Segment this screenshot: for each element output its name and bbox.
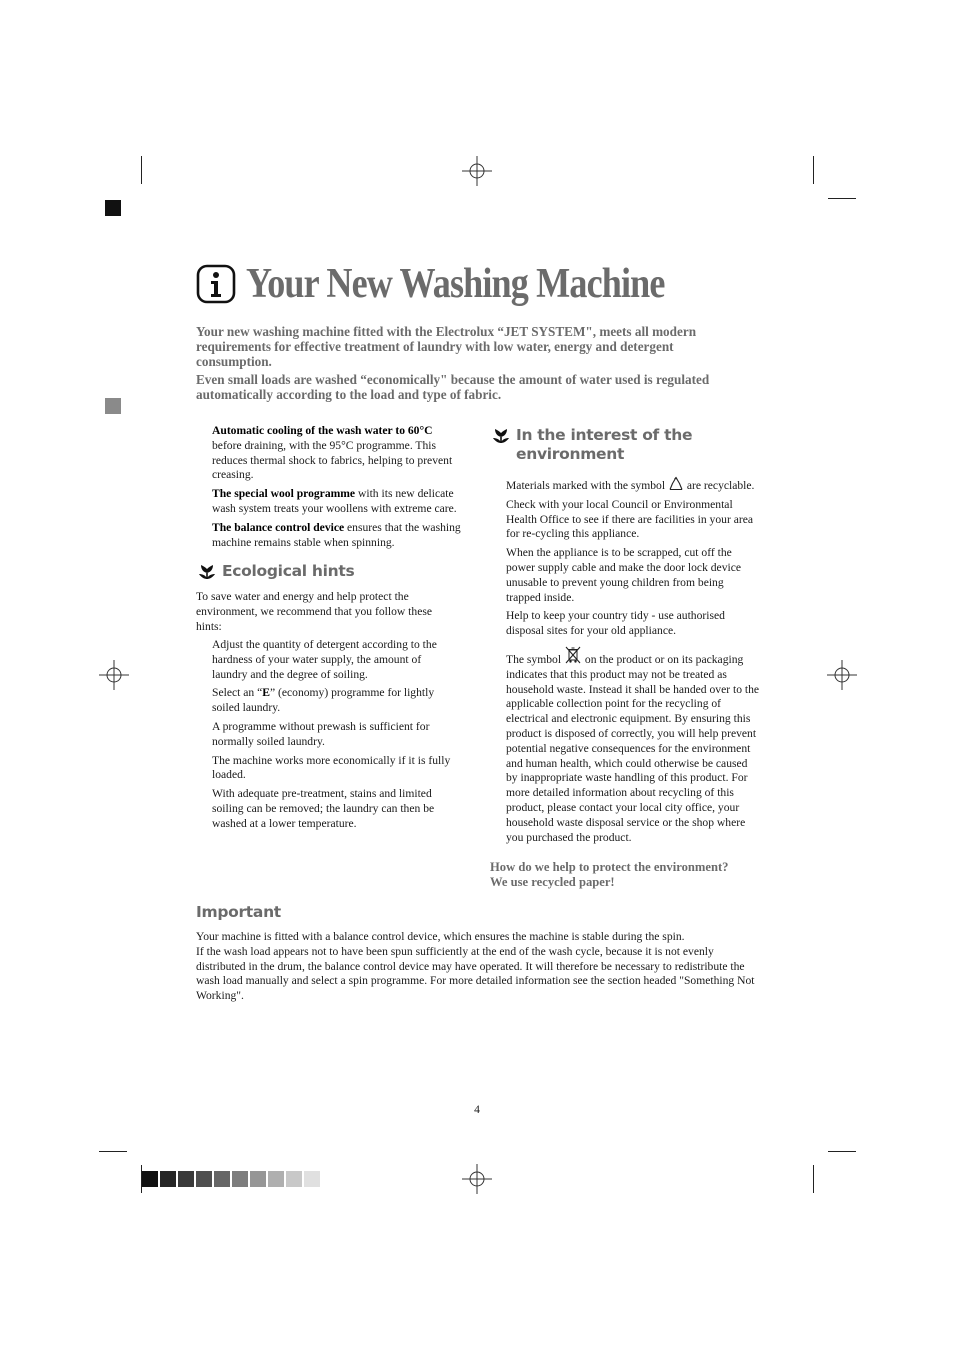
registration-mark-icon [462, 156, 492, 186]
color-swatch [160, 1171, 176, 1187]
crop-mark [828, 1151, 856, 1152]
color-swatch [250, 1171, 266, 1187]
registration-mark-icon [99, 660, 129, 690]
paragraph: When the appliance is to be scrapped, cut off the power supply cable and make the door lock device unusable to prevent young children from being trapped inside. [506, 546, 742, 604]
page-number: 4 [474, 1103, 480, 1116]
section-title-line: In the interest of the [516, 426, 693, 444]
hint-emphasis: E [262, 686, 270, 700]
paragraph-text: are recyclable. [686, 479, 755, 492]
section-title [516, 426, 692, 464]
flower-icon [491, 426, 511, 446]
feature-item [212, 487, 464, 517]
list-item: The machine works more economically if it is fully loaded. [212, 753, 451, 782]
color-swatch [214, 1171, 230, 1187]
intro-paragraph: Even small loads are washed “economically" because the amount of water used is regulated automatically according to the load and type of fabric. [196, 372, 710, 403]
black-marker-square [105, 200, 121, 216]
note-line: How do we help to protect the environment? [490, 860, 729, 874]
section-title-line: environment [516, 445, 625, 463]
info-icon [196, 264, 236, 304]
feature-title: The balance control device [212, 520, 345, 534]
ecological-intro: To save water and energy and help protect the environment, we recommend that you follow these hints: [196, 590, 432, 633]
section-title: Important [196, 903, 281, 921]
intro-paragraph: Your new washing machine fitted with the Electrolux “JET SYSTEM", meets all modern requirements for effective treatment of laundry with low water, energy and detergent consumption. [196, 324, 697, 370]
paragraph-text: on the product or on its packaging indicates that this product may not be treated as household waste. Instead it shall be handed over to the applicable collection point for the recycling of electrical and electronic equipment. By ensuring this product is disposed of correctly, you will help prevent potential negative consequences for the environment and human health, which could otherwise be caused by inappropriate waste handling of this product. For more detailed information about recycling of this product, please contact your local city office, your household waste disposal service or the shop where you purchased the product. [506, 652, 760, 844]
page-title: Your New Washing Machine [246, 261, 665, 307]
section-title: Ecological hints [222, 562, 355, 580]
crossed-bin-icon [564, 645, 582, 665]
features-list [212, 424, 464, 554]
environment-heading [491, 426, 692, 464]
crop-mark [99, 1151, 127, 1152]
hint-text: ” (economy) programme for lightly soiled laundry. [212, 686, 435, 715]
flower-icon [197, 562, 217, 582]
paragraph [506, 645, 760, 845]
hint-text: Select an “ [212, 686, 263, 700]
environment-body [506, 476, 760, 849]
color-swatch [286, 1171, 302, 1187]
paragraph [506, 476, 760, 494]
feature-text: ensures that the washing machine remains stable when spinning. [212, 520, 461, 549]
paragraph: Help to keep your country tidy - use authorised disposal sites for your old appliance. [506, 609, 725, 638]
color-swatch [178, 1171, 194, 1187]
list-item [212, 686, 452, 716]
list-item: Adjust the quantity of detergent according to the hardness of your water supply, the amount of laundry and the degree of soiling. [212, 638, 437, 681]
color-swatch [142, 1171, 158, 1187]
grey-marker-square [105, 398, 121, 414]
crop-mark [813, 156, 814, 184]
paragraph-text: Materials marked with the symbol [506, 479, 666, 492]
list-item: A programme without prewash is sufficient for normally soiled laundry. [212, 719, 430, 748]
feature-item [212, 424, 464, 483]
recycle-icon [668, 476, 684, 492]
paragraph: Check with your local Council or Environmental Health Office to see if there are facilities in your area for re-cycling this appliance. [506, 497, 753, 541]
crop-mark [828, 198, 856, 199]
feature-text: before draining, with the 95°C programme. This reduces thermal shock to fabrics, helping to prevent creasing. [212, 438, 453, 482]
ecological-hints-heading [197, 562, 354, 582]
crop-mark [813, 1165, 814, 1193]
list-item: With adequate pre-treatment, stains and limited soiling can be removed; the laundry can then be washed at a lower temperature. [212, 787, 435, 830]
feature-item [212, 521, 464, 551]
color-swatch [268, 1171, 284, 1187]
feature-title: The special wool programme [212, 487, 356, 501]
ecological-hints-list [212, 638, 452, 836]
recycled-paper-note [490, 860, 770, 889]
paragraph-text: The symbol [506, 652, 562, 666]
paragraph: Your machine is fitted with a balance control device, which ensures the machine is stable during the spin. [196, 930, 685, 943]
paragraph: If the wash load appears not to have been spun sufficiently at the end of the wash cycle, because it is not evenly distributed in the drum, the balance control device may have operated. It will therefore be necessary to redistribute the wash load manually and select a spin programme. For more detailed information see the section headed "Something Not Working". [196, 944, 755, 1003]
feature-title: Automatic cooling of the wash water to 60°C [212, 424, 433, 437]
feature-text: with its new delicate wash system treats your woollens with extreme care. [212, 487, 457, 515]
note-line: We use recycled paper! [490, 874, 615, 889]
color-swatch [304, 1171, 320, 1187]
important-heading [196, 903, 281, 921]
color-swatch [232, 1171, 248, 1187]
registration-mark-icon [462, 1164, 492, 1194]
page-header [196, 258, 733, 310]
crop-mark [141, 156, 142, 184]
registration-mark-icon [827, 660, 857, 690]
color-swatch [196, 1171, 212, 1187]
important-body [196, 930, 762, 1004]
